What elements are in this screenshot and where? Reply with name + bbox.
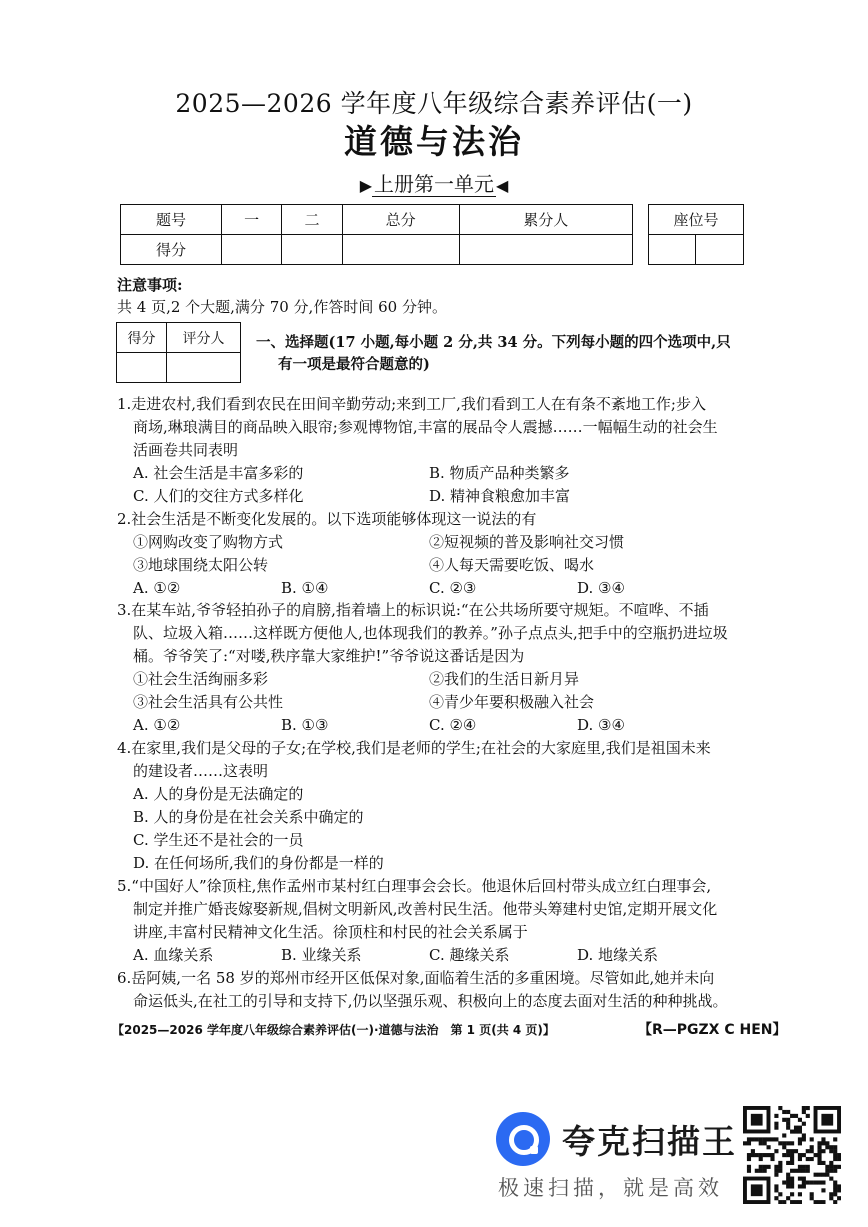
seat-number-label: 座位号: [649, 205, 744, 235]
score-row-label: 得分: [121, 235, 222, 265]
option-d: D. 精神食粮愈加丰富: [429, 487, 571, 505]
question-text: 命运低头,在社工的引导和支持下,仍以坚强乐观、积极向上的态度去面对生活的种种挑战。: [133, 992, 728, 1010]
question-text: 2.社会生活是不断变化发展的。以下选项能够体现这一说法的有: [117, 510, 537, 528]
score-cell: [282, 235, 342, 265]
question-text: 活画卷共同表明: [133, 441, 239, 459]
question-text: 商场,琳琅满目的商品映入眼帘;参观博物馆,丰富的展品令人震撼……一幅幅生动的社会生: [133, 418, 718, 436]
seat-cell: [696, 235, 744, 265]
option-a: A. 人的身份是无法确定的: [133, 785, 304, 803]
option-b: B. 物质产品种类繁多: [429, 464, 570, 482]
scanner-app-name: 夸克扫描王: [562, 1122, 737, 1161]
option-b: B. ①③: [281, 716, 329, 734]
section-title: [256, 332, 756, 376]
option-b: B. 人的身份是在社会关系中确定的: [133, 808, 364, 826]
item-1: ①社会生活绚丽多彩: [133, 670, 269, 688]
question-text: 讲座,丰富村民精神文化生活。徐顶柱和村民的社会关系属于: [133, 923, 528, 941]
score-header-cell: 一: [222, 205, 282, 235]
option-c: C. ②④: [429, 716, 477, 734]
option-d: D. 地缘关系: [577, 946, 659, 964]
score-header-cell: 累分人: [459, 205, 632, 235]
question-text: 6.岳阿姨,一名 58 岁的郑州市经开区低保对象,面临着生活的多重困境。尽管如此,她并未向: [117, 969, 715, 987]
item-4: ④人每天需要吃饭、喝水: [429, 556, 595, 574]
option-row: [117, 577, 757, 600]
option-a: A. ①②: [133, 579, 181, 597]
item-4: ④青少年要积极融入社会: [429, 693, 595, 711]
notice-text: 共 4 页,2 个大题,满分 70 分,作答时间 60 分钟。: [117, 298, 447, 316]
score-header-cell: 总分: [342, 205, 459, 235]
triangle-right-icon: ▶: [359, 176, 372, 195]
grader-table: [116, 322, 241, 383]
item-3: ③地球围绕太阳公转: [133, 556, 269, 574]
score-table: [120, 204, 633, 265]
option-d: D. ③④: [577, 716, 625, 734]
scanner-slogan: 极速扫描，就是高效: [498, 1176, 723, 1200]
option-d: D. 在任何场所,我们的身份都是一样的: [133, 854, 384, 872]
triangle-left-icon: ◀: [496, 176, 509, 195]
question-text: 1.走进农村,我们看到农民在田间辛勤劳动;来到工厂,我们看到工人在有条不紊地工作;步入: [117, 395, 706, 413]
option-c: C. 趣缘关系: [429, 946, 510, 964]
item-3: ③社会生活具有公共性: [133, 693, 284, 711]
unit-text: 上册第一单元: [374, 172, 494, 196]
section-title-line: 一、选择题(17 小题,每小题 2 分,共 34 分。下列每小题的四个选项中,只: [256, 334, 731, 351]
question-4: [117, 737, 757, 875]
option-a: A. 社会生活是丰富多彩的: [133, 464, 304, 482]
question-text: 5.“中国好人”徐顶柱,焦作孟州市某村红白理事会会长。他退休后回村带头成立红白理事会,: [117, 877, 712, 895]
option-a: A. ①②: [133, 716, 181, 734]
subject-title: 道德与法治: [344, 122, 524, 161]
option-row: [117, 944, 757, 967]
question-2: [117, 508, 757, 600]
item-row: [117, 554, 757, 577]
option-b: B. ①④: [281, 579, 329, 597]
item-row: [117, 691, 757, 714]
option-row: [117, 714, 757, 737]
score-cell: [342, 235, 459, 265]
question-6: [117, 967, 757, 1013]
question-1: [117, 393, 757, 508]
item-2: ②我们的生活日新月异: [429, 670, 580, 688]
scanner-logo-icon: [496, 1112, 550, 1166]
item-row: [117, 531, 757, 554]
seat-cell: [649, 235, 696, 265]
option-a: A. 血缘关系: [133, 946, 214, 964]
seat-number-table: [648, 204, 744, 265]
notice-heading: 注意事项:: [117, 276, 183, 294]
score-header-cell: 二: [282, 205, 342, 235]
question-3: [117, 599, 757, 737]
grader-cell: [166, 353, 240, 383]
score-header-cell: 题号: [121, 205, 222, 235]
option-row: [117, 462, 757, 485]
question-text: 制定并推广婚丧嫁娶新规,倡树文明新风,改善村民生活。他带头筹建村史馆,定期开展文化: [133, 900, 718, 918]
option-row: [117, 485, 757, 508]
option-d: D. ③④: [577, 579, 625, 597]
qr-code-icon: [743, 1106, 841, 1204]
grader-name-label: 评分人: [166, 323, 240, 353]
question-text: 的建设者……这表明: [133, 762, 269, 780]
option-c: C. ②③: [429, 579, 477, 597]
grader-cell: [117, 353, 167, 383]
unit-label: [0, 168, 868, 197]
item-2: ②短视频的普及影响社交习惯: [429, 533, 625, 551]
option-b: B. 业缘关系: [281, 946, 362, 964]
item-1: ①网购改变了购物方式: [133, 533, 284, 551]
exam-title: 2025—2026 学年度八年级综合素养评估(一): [175, 89, 693, 118]
question-text: 4.在家里,我们是父母的子女;在学校,我们是老师的学生;在社会的大家庭里,我们是祖国未来: [117, 739, 711, 757]
score-cell: [459, 235, 632, 265]
grader-score-label: 得分: [117, 323, 167, 353]
section-title-line: 有一项是最符合题意的): [278, 356, 430, 373]
question-text: 3.在某车站,爷爷轻拍孙子的肩膀,指着墙上的标识说:“在公共场所要守规矩。不喧哗、不插: [117, 601, 709, 619]
item-row: [117, 668, 757, 691]
question-text: 桶。爷爷笑了:“对喽,秩序靠大家维护!”爷爷说这番话是因为: [133, 647, 525, 665]
question-text: 队、垃圾入箱……这样既方便他人,也体现我们的教养。”孙子点点头,把手中的空瓶扔进垃圾: [133, 624, 728, 642]
score-cell: [222, 235, 282, 265]
question-5: [117, 875, 757, 967]
page-footer: 【2025—2026 学年度八年级综合素养评估(一)·道德与法治 第 1 页(共 4 页)】: [112, 1023, 555, 1037]
footer-code: 【R—PGZX C HEN】: [638, 1022, 787, 1038]
option-c: C. 人们的交往方式多样化: [133, 487, 304, 505]
option-c: C. 学生还不是社会的一员: [133, 831, 304, 849]
